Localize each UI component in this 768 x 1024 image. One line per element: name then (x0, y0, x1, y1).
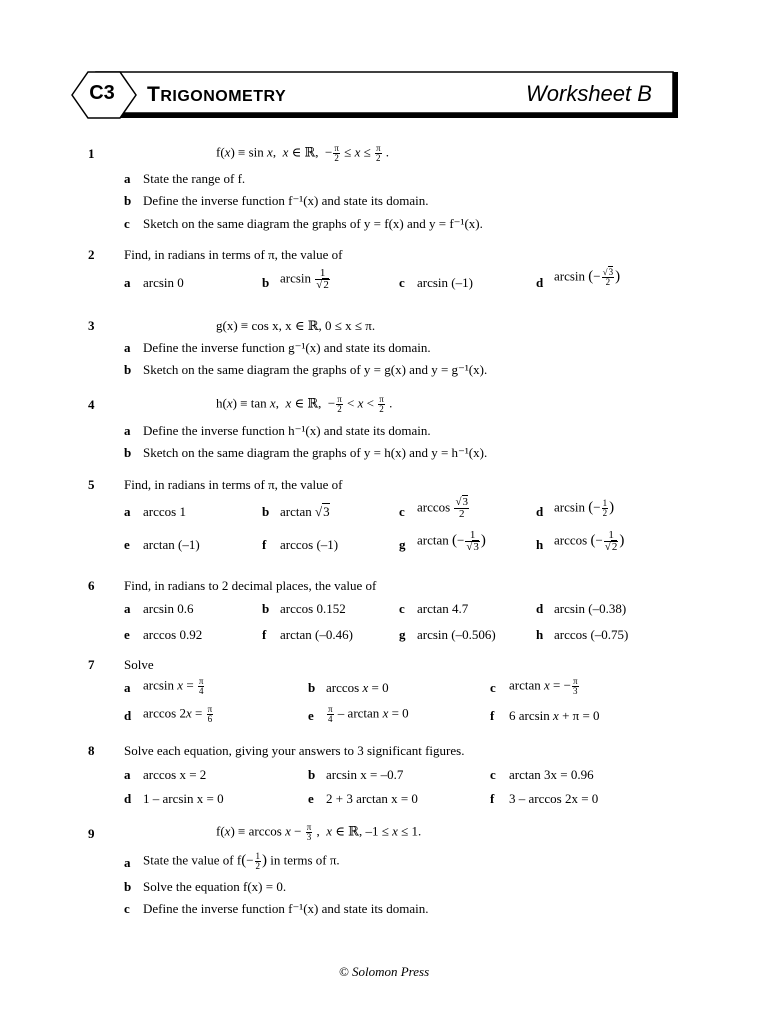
part-label: b (124, 445, 132, 460)
part-label: f (490, 708, 495, 723)
part-label: d (124, 708, 132, 723)
q1-part-c: Sketch on the same diagram the graphs of y = f(x) and y = f⁻¹(x). (143, 216, 483, 231)
q1-part-b: Define the inverse function f⁻¹(x) and state its domain. (143, 193, 429, 208)
part-label: c (124, 901, 130, 916)
q9-definition: f(x) ≡ arccos x − $\frac{\pi}{3}$ , x ∈ ℝ, –1 ≤ x ≤ 1. (216, 822, 422, 842)
q6-part-e: arccos 0.92 (143, 627, 203, 642)
q2-part-c: arcsin (–1) (417, 275, 473, 290)
q7-part-f: 6 arcsin x + π = 0 (509, 708, 600, 723)
q4-definition: h(x) ≡ tan x, x ∈ ℝ, − $\frac{\pi}{2}$ < x < $\frac{\pi}{2}$ . (216, 394, 393, 414)
part-label: h (536, 627, 544, 642)
part-label: b (124, 879, 132, 894)
part-label: d (536, 504, 544, 519)
page-title: TRIGONOMETRY (147, 83, 287, 106)
q6-part-c: arctan 4.7 (417, 601, 469, 616)
q6-part-b: arccos 0.152 (280, 601, 346, 616)
q5-part-a: arccos 1 (143, 504, 186, 519)
part-label: d (536, 275, 544, 290)
q1-part-a: State the range of f. (143, 171, 246, 186)
q5-part-c: arccos $\frac{√3}{2}$ (417, 496, 468, 520)
q8-part-d: 1 – arcsin x = 0 (143, 791, 224, 806)
q4-part-b: Sketch on the same diagram the graphs of y = h(x) and y = h⁻¹(x). (143, 445, 488, 460)
part-label: b (262, 504, 270, 519)
q5-part-d: arcsin (− $\frac{1}{2}$ ) (554, 498, 615, 518)
question-number: 5 (88, 477, 95, 492)
q3-part-a: Define the inverse function g⁻¹(x) and state its domain. (143, 340, 431, 355)
part-label: c (399, 504, 405, 519)
part-label: a (124, 171, 131, 186)
part-label: c (399, 275, 405, 290)
q7-part-d: arccos 2x = $\frac{\pi}{6}$ (143, 704, 213, 724)
part-label: c (399, 601, 405, 616)
part-label: b (124, 362, 132, 377)
part-label: a (124, 340, 131, 355)
part-label: h (536, 537, 544, 552)
q2-intro: Find, in radians in terms of π, the value of (124, 247, 343, 262)
q6-part-a: arcsin 0.6 (143, 601, 194, 616)
q9-part-a: State the value of f(− $\frac{1}{2}$ ) in terms of π. (143, 851, 340, 871)
part-label: a (124, 423, 131, 438)
part-label: a (124, 504, 131, 519)
q7-part-c: arctan x = − $\frac{\pi}{3}$ (509, 676, 578, 696)
q8-part-e: 2 + 3 arctan x = 0 (326, 791, 418, 806)
q6-part-f: arctan (–0.46) (280, 627, 353, 642)
question-number: 3 (88, 318, 95, 333)
q3-definition: g(x) ≡ cos x, x ∈ ℝ, 0 ≤ x ≤ π. (216, 318, 376, 333)
q8-part-c: arctan 3x = 0.96 (509, 767, 594, 782)
part-label: e (308, 791, 314, 806)
part-label: b (308, 680, 316, 695)
part-label: b (124, 193, 132, 208)
question-number: 8 (88, 743, 95, 758)
q1-definition: f(x) ≡ sin x, x ∈ ℝ, − $\frac{\pi}{2}$ ≤ x ≤ $\frac{\pi}{2}$ . (216, 143, 390, 163)
q3-part-b: Sketch on the same diagram the graphs of y = g(x) and y = g⁻¹(x). (143, 362, 488, 377)
q2-part-a: arcsin 0 (143, 275, 184, 290)
q2-part-d: arcsin (− $\frac{√3}{2}$ ) (554, 267, 621, 287)
part-label: g (399, 627, 406, 642)
q5-part-f: arccos (–1) (280, 537, 339, 552)
q6-part-d: arcsin (–0.38) (554, 601, 627, 616)
part-label: a (124, 680, 131, 695)
q9-part-b: Solve the equation f(x) = 0. (143, 879, 287, 894)
q7-part-e: $\frac{\pi}{4}$ – arctan x = 0 (328, 704, 409, 724)
part-label: f (262, 627, 267, 642)
q7-part-b: arccos x = 0 (326, 680, 389, 695)
part-label: a (124, 855, 131, 870)
q4-part-a: Define the inverse function h⁻¹(x) and state its domain. (143, 423, 431, 438)
part-label: c (124, 216, 130, 231)
question-number: 2 (88, 247, 95, 262)
header-frame (0, 0, 768, 130)
part-label: e (124, 537, 130, 552)
q7-part-a: arcsin x = $\frac{\pi}{4}$ (143, 676, 204, 696)
part-label: b (308, 767, 316, 782)
q7-intro: Solve (124, 657, 154, 672)
part-label: b (262, 601, 270, 616)
footer-copyright: © Solomon Press (338, 964, 430, 979)
q6-part-g: arcsin (–0.506) (417, 627, 496, 642)
part-label: c (490, 767, 496, 782)
part-label: d (124, 791, 132, 806)
question-number: 4 (88, 397, 95, 412)
q6-part-h: arccos (–0.75) (554, 627, 629, 642)
part-label: a (124, 601, 131, 616)
q5-part-g: arctan (− $\frac{1}{√3}$ ) (417, 529, 486, 553)
question-number: 9 (88, 826, 95, 841)
question-number: 1 (88, 146, 95, 161)
q8-part-a: arccos x = 2 (143, 767, 207, 782)
question-number: 7 (88, 657, 95, 672)
part-label: g (399, 537, 406, 552)
question-number: 6 (88, 578, 95, 593)
q5-part-e: arctan (–1) (143, 537, 200, 552)
q8-intro: Solve each equation, giving your answers to 3 significant figures. (124, 743, 465, 758)
q5-part-b: arctan √3 (280, 504, 330, 519)
q5-intro: Find, in radians in terms of π, the value of (124, 477, 343, 492)
part-label: f (262, 537, 267, 552)
q2-part-b: arcsin $\frac{1}{√2}$ (280, 267, 329, 291)
part-label: a (124, 767, 131, 782)
part-label: a (124, 275, 131, 290)
q8-part-b: arcsin x = –0.7 (326, 767, 404, 782)
q5-part-h: arccos (− $\frac{1}{√2}$ ) (554, 529, 625, 553)
part-label: c (490, 680, 496, 695)
part-label: b (262, 275, 270, 290)
unit-code: C3 (89, 82, 115, 104)
worksheet-label: Worksheet B (526, 81, 652, 106)
part-label: e (124, 627, 130, 642)
q9-part-c: Define the inverse function f⁻¹(x) and state its domain. (143, 901, 429, 916)
part-label: e (308, 708, 314, 723)
q8-part-f: 3 – arccos 2x = 0 (509, 791, 599, 806)
q6-intro: Find, in radians to 2 decimal places, the value of (124, 578, 377, 593)
part-label: f (490, 791, 495, 806)
part-label: d (536, 601, 544, 616)
